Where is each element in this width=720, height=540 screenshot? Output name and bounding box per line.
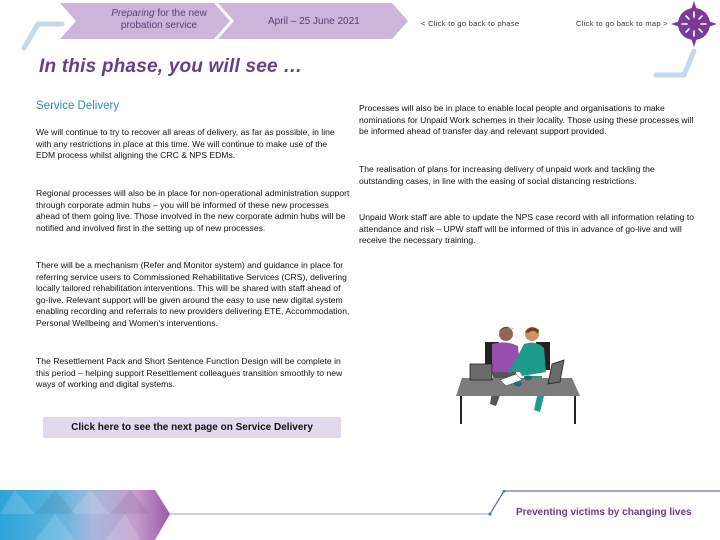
left-paragraph-3: There will be a mechanism (Refer and Monitor system) and guidance in place for referring service users to Commissioned Rehabilitative Services (CRS), delivering locally tailored rehabilitation interventions. This will be shared with staff ahead of go-live. Relevant support will be given around the easy to use new digital system enabling recording and referrals to new providers delivering ETE, Accommodation, Personal Wellbeing and Women's interventions. bbox=[36, 260, 350, 328]
date-range: April – 25 June 2021 bbox=[268, 16, 360, 27]
left-paragraph-4: The Resettlement Pack and Short Sentence Function Design will be complete in this period – helping support Resettlement colleagues transition smoothly to new ways of working and digital systems. bbox=[36, 356, 343, 390]
left-paragraph-1: We will continue to try to recover all areas of delivery, as far as possible, in line with any restrictions in place at this time. We will continue to make use of the EDM process whilst aligning the CRC & NPS EDMs. bbox=[36, 127, 335, 161]
next-page-service-delivery-button[interactable]: Click here to see the next page on Service Delivery bbox=[43, 417, 341, 438]
compass-icon[interactable] bbox=[670, 0, 718, 48]
footer-triangle-band bbox=[0, 490, 172, 540]
corner-accent-right bbox=[650, 45, 710, 85]
back-to-map-link[interactable]: Click to go back to map > bbox=[576, 19, 668, 28]
right-paragraph-1: Processes will also be in place to enable local people and organisations to make nominations for Unpaid Work schemes in their locality. Those using these processes will be informed ahead of transfer day and relevant support provided. bbox=[359, 103, 694, 137]
right-paragraph-2: The realisation of plans for increasing delivery of unpaid work and tackling the outstanding cases, in line with the easing of social distancing restrictions. bbox=[359, 164, 655, 186]
back-to-phase-link[interactable]: < Click to go back to phase bbox=[421, 19, 520, 28]
left-paragraph-2: Regional processes will also be in place for non-operational administration support through corporate admin hubs – you will be informed of these new processes ahead of them going live. Those involved in the new corporate admin hubs will be notified and involved first in the setting up of new processes. bbox=[36, 188, 350, 233]
footer-tagline: Preventing victims by changing lives bbox=[516, 507, 692, 518]
section-heading: Service Delivery bbox=[36, 100, 120, 112]
two-people-at-desk-illustration bbox=[448, 320, 583, 425]
phase-label: Preparing for the new probation service bbox=[111, 8, 207, 31]
right-paragraph-3: Unpaid Work staff are able to update the NPS case record with all information relating to attendance and risk – UPW staff will be informed of this in advance of go-live and will receive the necessary training. bbox=[359, 212, 695, 246]
page-title: In this phase, you will see … bbox=[39, 56, 303, 77]
